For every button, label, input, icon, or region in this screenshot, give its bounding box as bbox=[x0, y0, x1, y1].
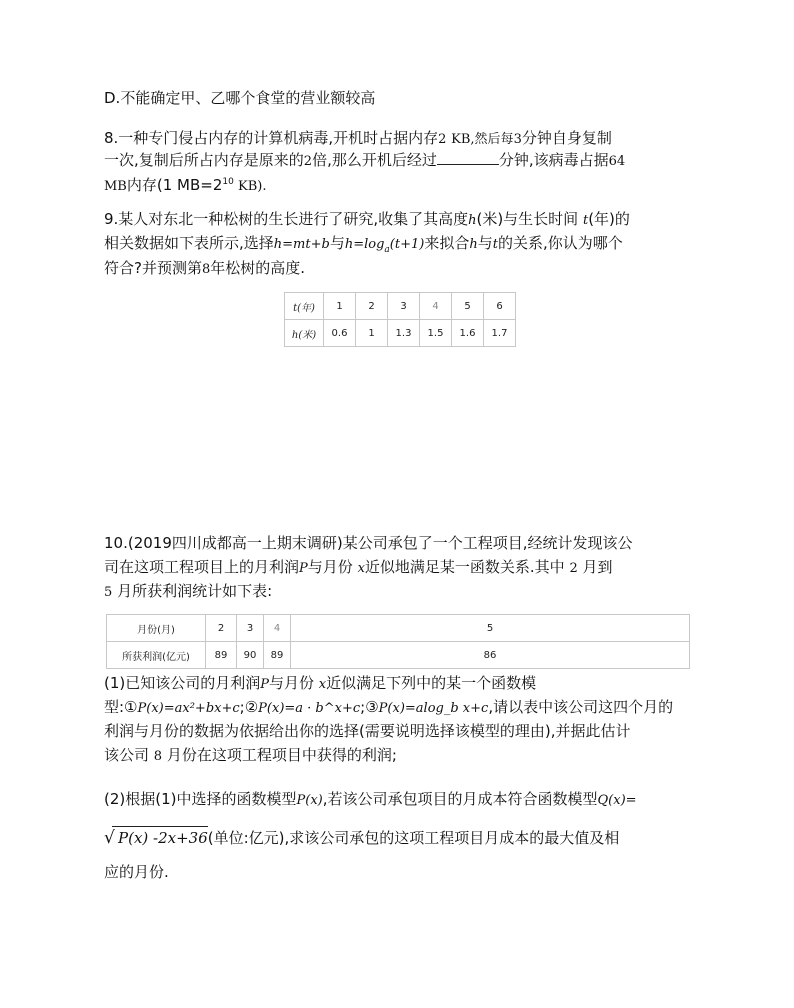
table-cell: 6 bbox=[484, 293, 516, 320]
q10-part2-line-1: (2)根据(1)中选择的函数模型P(x),若该公司承包项目的月成本符合函数模型Q(x)= bbox=[104, 790, 637, 808]
q10-line-3: 5 月所获利润统计如下表: bbox=[104, 582, 273, 600]
q10-line-2: 司在这项工程项目上的月利润P与月份 x近似地满足某一函数关系.其中 2 月到 bbox=[104, 558, 613, 576]
row-header: h(米) bbox=[285, 320, 324, 347]
q10-part1-line-1: (1)已知该公司的月利润P与月份 x近似满足下列中的某一个函数模 bbox=[104, 674, 537, 692]
table-row bbox=[285, 320, 516, 347]
table-row bbox=[107, 642, 690, 669]
table-cell: 5 bbox=[291, 615, 690, 642]
table-cell: 90 bbox=[237, 642, 264, 669]
table-cell: 86 bbox=[291, 642, 690, 669]
table-cell: 1.7 bbox=[484, 320, 516, 347]
sqrt-icon: √ bbox=[104, 828, 115, 848]
q8-line-2: 一次,复制后所占内存是原来的2倍,那么开机后经过 分钟,该病毒占据64 bbox=[104, 151, 626, 169]
q10-part2-line-2: √ P(x) -2x+36(单位:亿元),求该公司承包的这项工程项目月成本的最大值及相 bbox=[104, 828, 620, 848]
table-cell: 1 bbox=[324, 293, 356, 320]
table-row bbox=[107, 615, 690, 642]
table-cell: 2 bbox=[206, 615, 237, 642]
sqrt-expression: √ P(x) -2x+36 bbox=[104, 828, 208, 848]
q10-line-1: 10.(2019四川成都高一上期末调研)某公司承包了一个工程项目,经统计发现该公 bbox=[104, 534, 633, 552]
q9-line-2: 相关数据如下表所示,选择h=mt+b与$h=\log_a(t+1)$来拟合h与t的关系,你认为哪个 bbox=[104, 234, 623, 255]
q10-part1-line-3: 利润与月份的数据为依据给出你的选择(需要说明选择该模型的理由),并据此估计 bbox=[104, 722, 631, 740]
table-row bbox=[285, 293, 516, 320]
q10-part1-line-2: 型:①P(x)=ax²+bx+c;②P(x)=a · b^x+c;③P(x)=alog_b x+c,请以表中该公司这四个月的 bbox=[104, 698, 674, 716]
table-cell: 0.6 bbox=[324, 320, 356, 347]
q9-line-1: 9.某人对东北一种松树的生长进行了研究,收集了其高度h(米)与生长时间 t(年)的 bbox=[104, 210, 630, 228]
row-header: 所获利润(亿元) bbox=[107, 642, 206, 669]
table-cell: 3 bbox=[388, 293, 420, 320]
q9-line-3: 符合?并预测第8年松树的高度. bbox=[104, 259, 306, 277]
table-cell: 89 bbox=[264, 642, 291, 669]
q8-line-1: 8.一种专门侵占内存的计算机病毒,开机时占据内存2 KB,然后每3分钟自身复制 bbox=[104, 129, 612, 147]
row-header: 月份(月) bbox=[107, 615, 206, 642]
table-cell: 3 bbox=[237, 615, 264, 642]
table-cell: 1 bbox=[356, 320, 388, 347]
table-cell: 5 bbox=[452, 293, 484, 320]
table-cell: 4 bbox=[420, 293, 452, 320]
table-cell: 4 bbox=[264, 615, 291, 642]
table-cell: 1.3 bbox=[388, 320, 420, 347]
table-cell: 2 bbox=[356, 293, 388, 320]
table-cell: 89 bbox=[206, 642, 237, 669]
table-cell: 1.6 bbox=[452, 320, 484, 347]
answer-blank[interactable] bbox=[437, 150, 499, 165]
q10-part1-line-4: 该公司 8 月份在这项工程项目中获得的利润; bbox=[104, 746, 397, 764]
tree-growth-table bbox=[284, 292, 516, 347]
q7-option-d: D.不能确定甲、乙哪个食堂的营业额较高 bbox=[104, 89, 376, 107]
table-cell: 1.5 bbox=[420, 320, 452, 347]
q8-line-3: MB内存(1 $MB=2^{10}$ KB). bbox=[104, 176, 267, 194]
q10-part2-line-3: 应的月份. bbox=[104, 863, 169, 881]
row-header: t(年) bbox=[285, 293, 324, 320]
profit-table bbox=[106, 614, 690, 669]
